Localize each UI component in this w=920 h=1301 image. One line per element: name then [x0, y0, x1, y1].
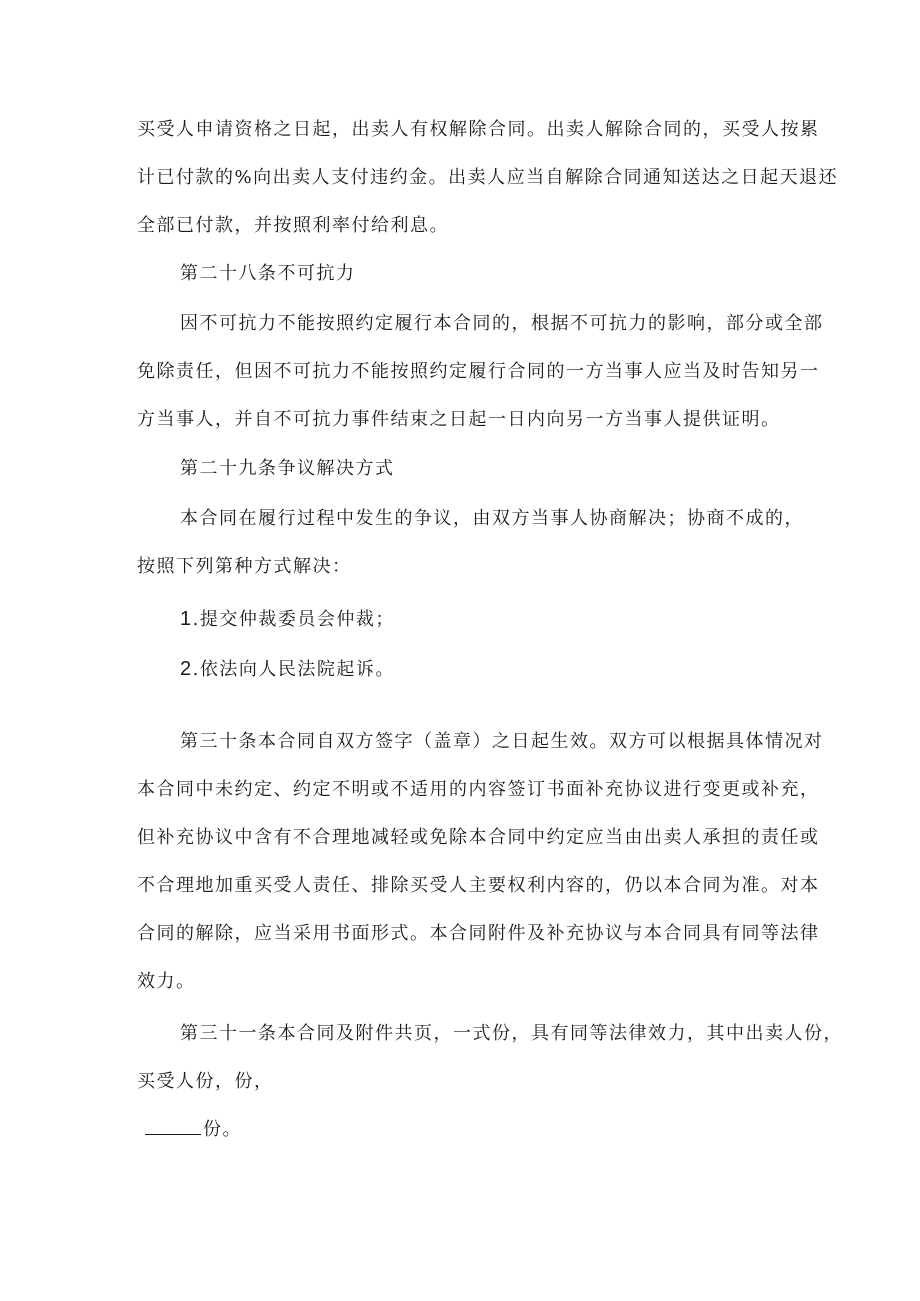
body-line: 不合理地加重买受人责任、排除买受人主要权利内容的，仍以本合同为准。对本 — [137, 875, 820, 896]
body-line: 本合同中未约定、约定不明或不适用的内容签订书面补充协议进行变更或补充， — [137, 779, 820, 800]
body-line: 买受人申请资格之日起，出卖人有权解除合同。出卖人解除合同的，买受人按累 — [137, 119, 820, 140]
body-line — [145, 1118, 242, 1142]
section-heading-article-29: 第二十九条争议解决方式 — [180, 458, 395, 479]
body-line: 免除责任，但因不可抗力不能按照约定履行合同的一方当事人应当及时告知另一 — [137, 361, 820, 382]
body-line: 方当事人，并自不可抗力事件结束之日起一日内向另一方当事人提供证明。 — [137, 409, 781, 430]
body-line-text: 份。 — [203, 1119, 242, 1140]
body-line: 第三十一条本合同及附件共页，一式份，具有同等法律效力，其中出卖人份， — [180, 1023, 843, 1044]
body-line: 第三十条本合同自双方签字（盖章）之日起生效。双方可以根据具体情况对 — [180, 731, 824, 752]
body-line: 买受人份，份， — [137, 1071, 274, 1092]
list-item — [180, 657, 395, 682]
list-item-number: 2 — [180, 658, 193, 680]
list-item-text: .提交仲裁委员会仲裁； — [192, 609, 395, 630]
section-heading-article-28: 第二十八条不可抗力 — [180, 263, 356, 284]
list-item — [180, 607, 395, 632]
body-line: 计已付款的%向出卖人支付违约金。出卖人应当自解除合同通知送达之日起天退还 — [137, 167, 839, 188]
list-item-text: .依法向人民法院起诉。 — [192, 659, 395, 680]
body-line: 效力。 — [137, 971, 196, 992]
body-line: 因不可抗力不能按照约定履行本合同的，根据不可抗力的影响，部分或全部 — [180, 313, 824, 334]
body-line: 按照下列第种方式解决： — [137, 556, 352, 577]
body-line: 本合同在履行过程中发生的争议，由双方当事人协商解决；协商不成的， — [180, 508, 804, 529]
list-item-number: 1 — [180, 608, 193, 630]
body-line: 但补充协议中含有不合理地减轻或免除本合同中约定应当由出卖人承担的责任或 — [137, 827, 820, 848]
fill-in-blank — [145, 1118, 201, 1135]
body-line: 合同的解除，应当采用书面形式。本合同附件及补充协议与本合同具有同等法律 — [137, 923, 820, 944]
body-line: 全部已付款，并按照利率付给利息。 — [137, 215, 449, 236]
